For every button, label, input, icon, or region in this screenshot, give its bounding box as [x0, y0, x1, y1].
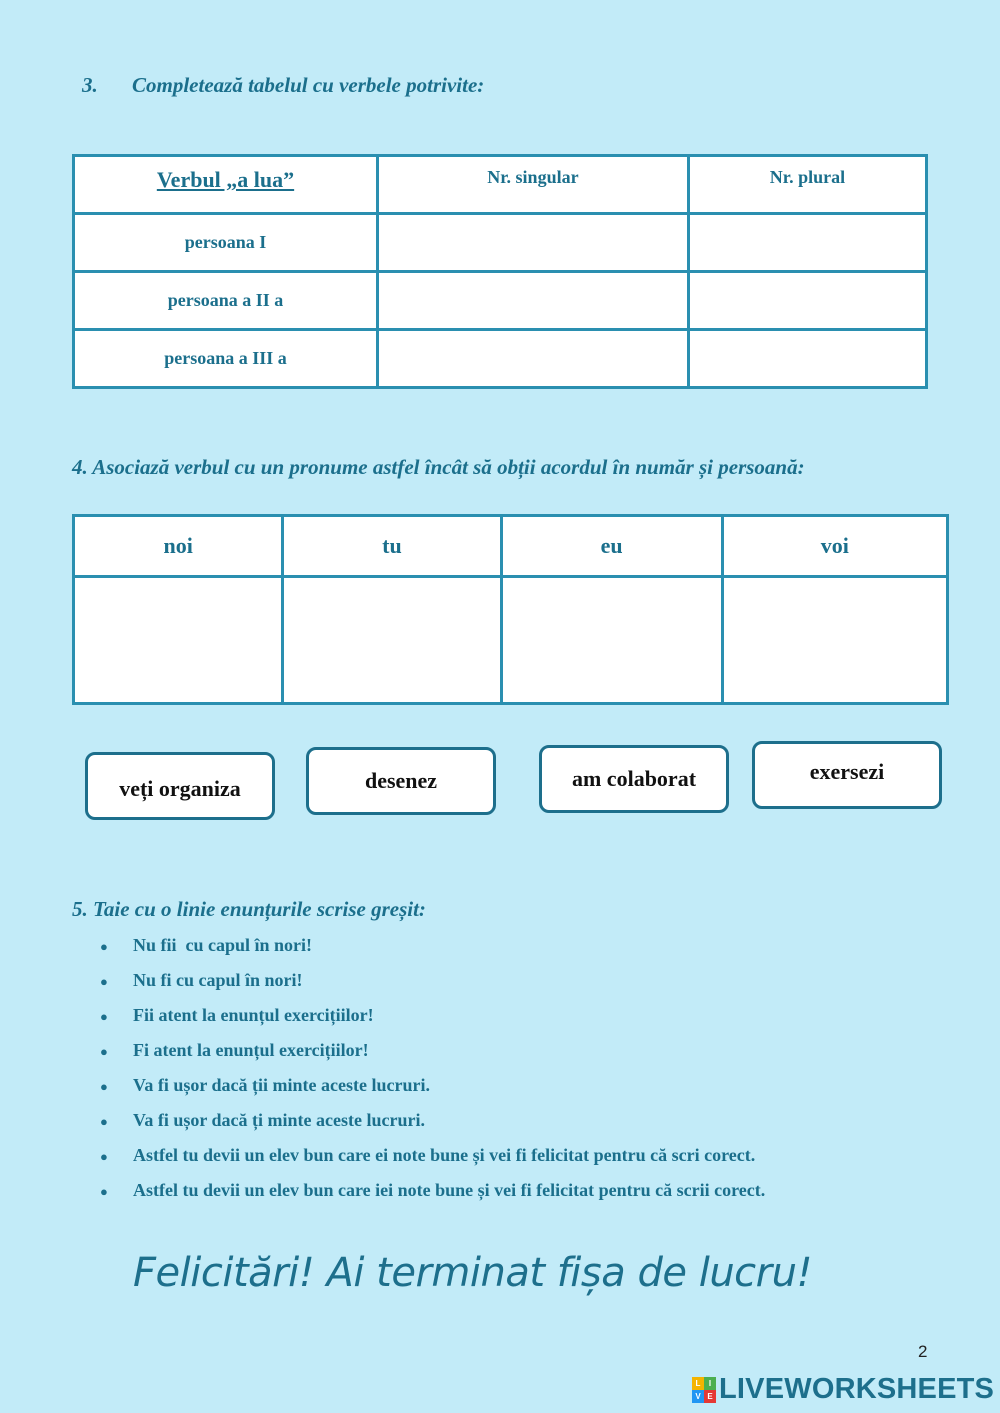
- badge-letter: L: [692, 1377, 704, 1390]
- answer-cell-singular[interactable]: [377, 214, 688, 272]
- sentence-item[interactable]: [100, 928, 765, 963]
- sentence-item[interactable]: [100, 963, 765, 998]
- table-row: [74, 214, 927, 272]
- drop-zone-eu[interactable]: [501, 577, 722, 704]
- sentence-item[interactable]: [100, 1173, 765, 1208]
- header-verb: Verbul „a lua”: [74, 156, 378, 214]
- liveworksheets-badge-icon: [692, 1377, 716, 1403]
- bullet-icon: ●: [100, 1044, 108, 1060]
- bullet-icon: ●: [100, 1079, 108, 1095]
- sentence-text: Astfel tu devii un elev bun care iei note bune și vei fi felicitat pentru că scrii corect.: [133, 1180, 766, 1200]
- congratulations-message: Felicitări! Ai terminat fișa de lucru!: [133, 1250, 812, 1296]
- sentence-item[interactable]: [100, 1138, 765, 1173]
- bullet-icon: ●: [100, 974, 108, 990]
- answer-cell-plural[interactable]: [688, 272, 926, 330]
- sentence-text: Nu fii cu capul în nori!: [133, 935, 313, 955]
- badge-letter: I: [704, 1377, 716, 1390]
- bullet-icon: ●: [100, 1009, 108, 1025]
- sentence-item[interactable]: [100, 1103, 765, 1138]
- page-number: 2: [918, 1342, 928, 1361]
- exercise-3-title: [82, 73, 484, 98]
- exercise-3-number: 3.: [82, 73, 98, 97]
- pronoun-eu: eu: [501, 516, 722, 577]
- pronoun-header-row: [74, 516, 948, 577]
- table-row: [74, 272, 927, 330]
- sentence-text: Va fi ușor dacă ții minte aceste lucruri.: [133, 1075, 430, 1095]
- table-header-row: [74, 156, 927, 214]
- sentence-text: Nu fi cu capul în nori!: [133, 970, 303, 990]
- answer-cell-singular[interactable]: [377, 272, 688, 330]
- verb-conjugation-table: [72, 154, 928, 389]
- verb-card-veti-organiza[interactable]: veți organiza: [85, 752, 275, 820]
- badge-letter: V: [692, 1390, 704, 1403]
- bullet-icon: ●: [100, 1114, 108, 1130]
- sentence-list: [100, 928, 765, 1208]
- sentence-item[interactable]: [100, 1033, 765, 1068]
- liveworksheets-wordmark: LIVEWORKSHEETS: [719, 1373, 995, 1405]
- pronoun-match-table: [72, 514, 949, 705]
- sentence-item[interactable]: [100, 1068, 765, 1103]
- bullet-icon: ●: [100, 1149, 108, 1165]
- drop-zone-voi[interactable]: [722, 577, 947, 704]
- exercise-3-instruction: Completează tabelul cu verbele potrivite:: [132, 73, 485, 97]
- pronoun-tu: tu: [283, 516, 501, 577]
- verb-card-exersezi[interactable]: exersezi: [752, 741, 942, 809]
- sentence-text: Fi atent la enunțul exercițiilor!: [133, 1040, 369, 1060]
- header-plural: Nr. plural: [688, 156, 926, 214]
- person-label: persoana I: [74, 214, 378, 272]
- verb-card-am-colaborat[interactable]: am colaborat: [539, 745, 729, 813]
- sentence-text: Astfel tu devii un elev bun care ei note bune și vei fi felicitat pentru că scri corect.: [133, 1145, 756, 1165]
- bullet-icon: ●: [100, 1184, 108, 1200]
- exercise-4-instruction: 4. Asociază verbul cu un pronume astfel încât să obții acordul în număr și persoană:: [72, 455, 805, 479]
- exercise-5-instruction: 5. Taie cu o linie enunțurile scrise greșit:: [72, 897, 426, 921]
- header-singular: Nr. singular: [377, 156, 688, 214]
- verb-card-desenez[interactable]: desenez: [306, 747, 496, 815]
- sentence-text: Fii atent la enunțul exercițiilor!: [133, 1005, 374, 1025]
- person-label: persoana a III a: [74, 330, 378, 388]
- sentence-text: Va fi ușor dacă ți minte aceste lucruri.: [133, 1110, 425, 1130]
- drop-zone-row: [74, 577, 948, 704]
- answer-cell-singular[interactable]: [377, 330, 688, 388]
- answer-cell-plural[interactable]: [688, 214, 926, 272]
- drop-zone-tu[interactable]: [283, 577, 501, 704]
- person-label: persoana a II a: [74, 272, 378, 330]
- answer-cell-plural[interactable]: [688, 330, 926, 388]
- badge-letter: E: [704, 1390, 716, 1403]
- pronoun-noi: noi: [74, 516, 283, 577]
- sentence-item[interactable]: [100, 998, 765, 1033]
- table-row: [74, 330, 927, 388]
- bullet-icon: ●: [100, 939, 108, 955]
- pronoun-voi: voi: [722, 516, 947, 577]
- drop-zone-noi[interactable]: [74, 577, 283, 704]
- liveworksheets-logo: [692, 1373, 994, 1406]
